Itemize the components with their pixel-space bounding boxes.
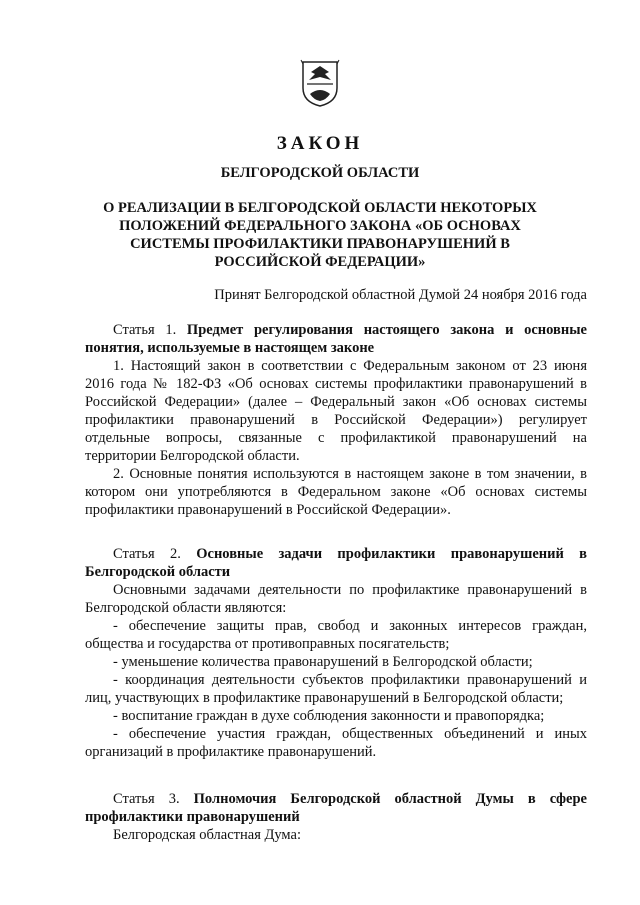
article-3 bbox=[85, 790, 587, 844]
article-2-label: Статья 2. bbox=[113, 546, 181, 562]
coat-of-arms-icon bbox=[299, 58, 341, 108]
article-2-intro: Основными задачами деятельности по профилактике правонарушений в Белгородской области являются: bbox=[85, 582, 587, 616]
article-1-label: Статья 1. bbox=[113, 322, 177, 338]
law-title: ЗАКОН bbox=[276, 133, 364, 154]
article-1-title: Предмет регулирования настоящего закона и основные понятия, используемые в настоящем законе bbox=[85, 322, 587, 356]
article-1 bbox=[85, 321, 587, 519]
list-item: - уменьшение количества правонарушений в Белгородской области; bbox=[113, 654, 533, 670]
region-title: БЕЛГОРОДСКОЙ ОБЛАСТИ bbox=[220, 165, 420, 181]
article-3-title: Полномочия Белгородской областной Думы в сфере профилактики правонарушений bbox=[85, 791, 587, 825]
article-3-heading bbox=[85, 790, 587, 826]
list-item: - обеспечение защиты прав, свобод и законных интересов граждан, общества и государства от противоправных посягательств; bbox=[85, 618, 587, 652]
list-item: - координация деятельности субъектов профилактики правонарушений и лиц, участвующих в профилактике правонарушений в Белгородской области; bbox=[85, 672, 587, 706]
list-item: - обеспечение участия граждан, общественных объединений и иных организаций в профилактике правонарушений. bbox=[85, 726, 587, 760]
list-item: - воспитание граждан в духе соблюдения законности и правопорядка; bbox=[113, 708, 545, 724]
article-2 bbox=[85, 545, 587, 761]
article-2-title: Основные задачи профилактики правонарушений в Белгородской области bbox=[85, 546, 588, 580]
adoption-line: Принят Белгородской областной Думой 24 ноября 2016 года bbox=[214, 287, 587, 303]
article-3-intro: Белгородская областная Дума: bbox=[113, 827, 301, 843]
article-1-heading bbox=[85, 321, 587, 357]
article-1-paragraph-1: 1. Настоящий закон в соответствии с Федеральным законом от 23 июня 2016 года № 182-ФЗ «Об основах системы профилактики правонарушений в Российской Федерации» (далее – Федеральный закон «Об основах системы профилактики правонарушений в Российской Федерации») регулирует отдельные вопросы, связанные с профилактикой правонарушений на территории Белгородской области. bbox=[85, 358, 587, 464]
article-1-paragraph-2: 2. Основные понятия используются в настоящем законе в том значении, в котором они употребляются в Федеральном законе «Об основах системы профилактики правонарушений в Российской Федерации». bbox=[85, 466, 587, 518]
article-2-heading bbox=[85, 545, 587, 581]
article-3-label: Статья 3. bbox=[113, 791, 180, 807]
law-subject: О РЕАЛИЗАЦИИ В БЕЛГОРОДСКОЙ ОБЛАСТИ НЕКОТОРЫХ ПОЛОЖЕНИЙ ФЕДЕРАЛЬНОГО ЗАКОНА «ОБ ОСНОВАХ СИСТЕМЫ ПРОФИЛАКТИКИ ПРАВОНАРУШЕНИЙ В РОССИЙСКОЙ ФЕДЕРАЦИИ» bbox=[103, 200, 537, 270]
